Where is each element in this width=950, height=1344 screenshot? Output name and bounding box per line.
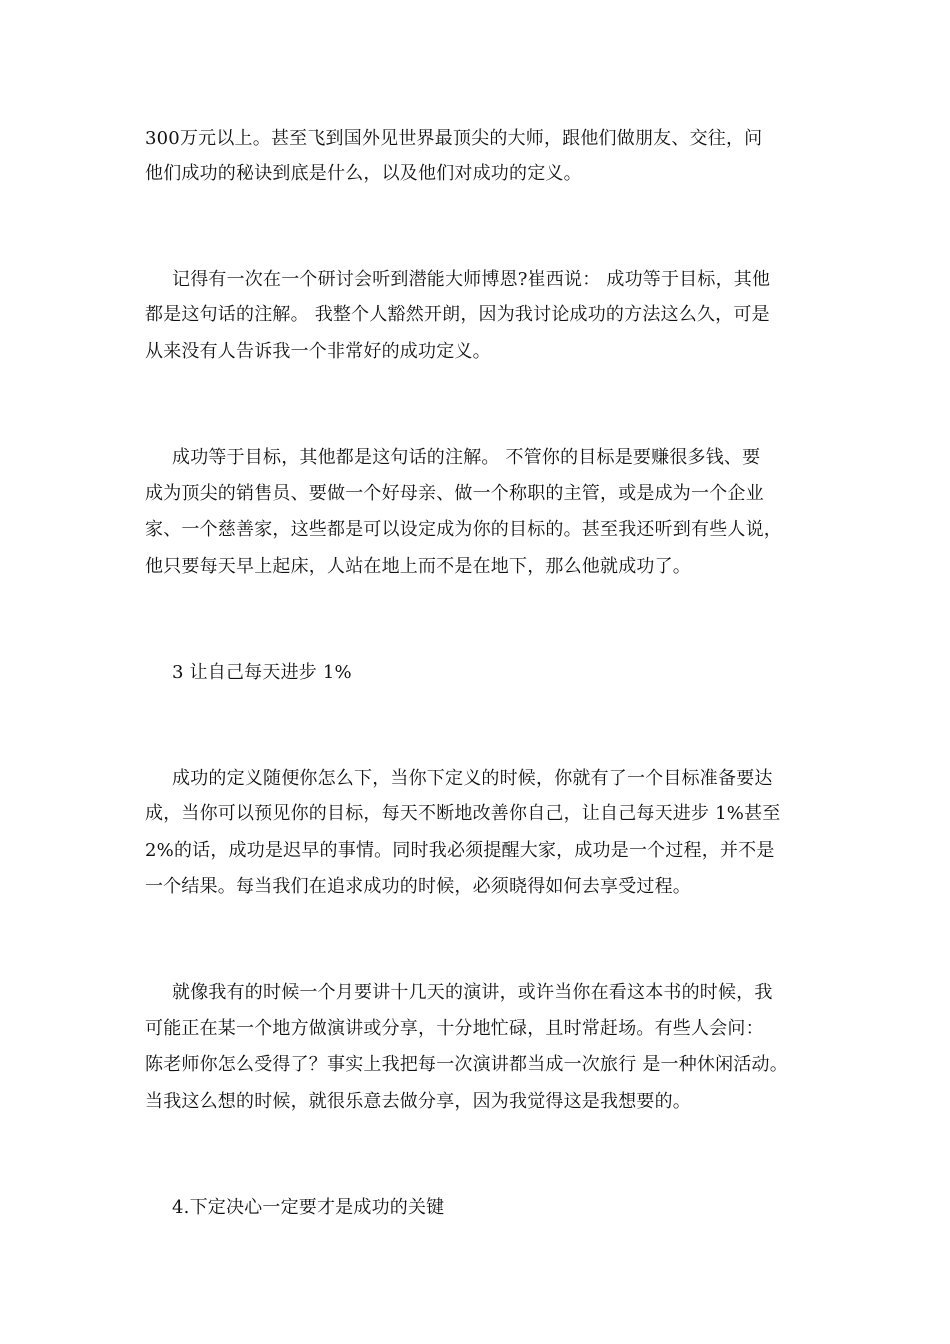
paragraph-line: 都是这句话的注解。 我整个人豁然开朗，因为我讨论成功的方法这么久，可是 — [145, 304, 770, 325]
paragraph-line: 成功等于目标，其他都是这句话的注解。 不管你的目标是要赚很多钱、要 — [172, 447, 761, 468]
paragraph-line: 当我这么想的时候，就很乐意去做分享，因为我觉得这是我想要的。 — [145, 1091, 691, 1112]
paragraph-line: 成功的定义随便你怎么下，当你下定义的时候，你就有了一个目标准备要达 — [172, 768, 773, 789]
paragraph-line: 从来没有人告诉我一个非常好的成功定义。 — [145, 341, 491, 362]
section-heading: 3 让自己每天进步 1% — [172, 662, 352, 683]
paragraph-line: 他们成功的秘诀到底是什么，以及他们对成功的定义。 — [145, 163, 582, 184]
paragraph-line: 2%的话，成功是迟早的事情。同时我必须提醒大家，成功是一个过程，并不是 — [145, 840, 775, 861]
paragraph-line: 成，当你可以预见你的目标，每天不断地改善你自己，让自己每天进步 1%甚至 — [145, 803, 781, 824]
paragraph-line: 可能正在某一个地方做演讲或分享，十分地忙碌，且时常赶场。有些人会问： — [145, 1018, 764, 1039]
section-heading: 4.下定决心一定要才是成功的关键 — [172, 1197, 445, 1218]
paragraph-line: 就像我有的时候一个月要讲十几天的演讲，或许当你在看这本书的时候，我 — [172, 982, 773, 1003]
paragraph-line: 300万元以上。甚至飞到国外见世界最顶尖的大师，跟他们做朋友、交往，问 — [145, 128, 763, 149]
paragraph-line: 陈老师你怎么受得了？事实上我把每一次演讲都当成一次旅行 是一种休闲活动。 — [145, 1054, 788, 1075]
paragraph-line: 家、一个慈善家，这些都是可以设定成为你的目标的。甚至我还听到有些人说， — [145, 519, 782, 540]
paragraph-line: 成为顶尖的销售员、要做一个好母亲、做一个称职的主管，或是成为一个企业 — [145, 483, 764, 504]
paragraph-line: 记得有一次在一个研讨会听到潜能大师博恩?崔西说： 成功等于目标，其他 — [172, 269, 771, 290]
paragraph-line: 一个结果。每当我们在追求成功的时候，必须晓得如何去享受过程。 — [145, 876, 691, 897]
paragraph-line: 他只要每天早上起床，人站在地上而不是在地下，那么他就成功了。 — [145, 556, 691, 577]
